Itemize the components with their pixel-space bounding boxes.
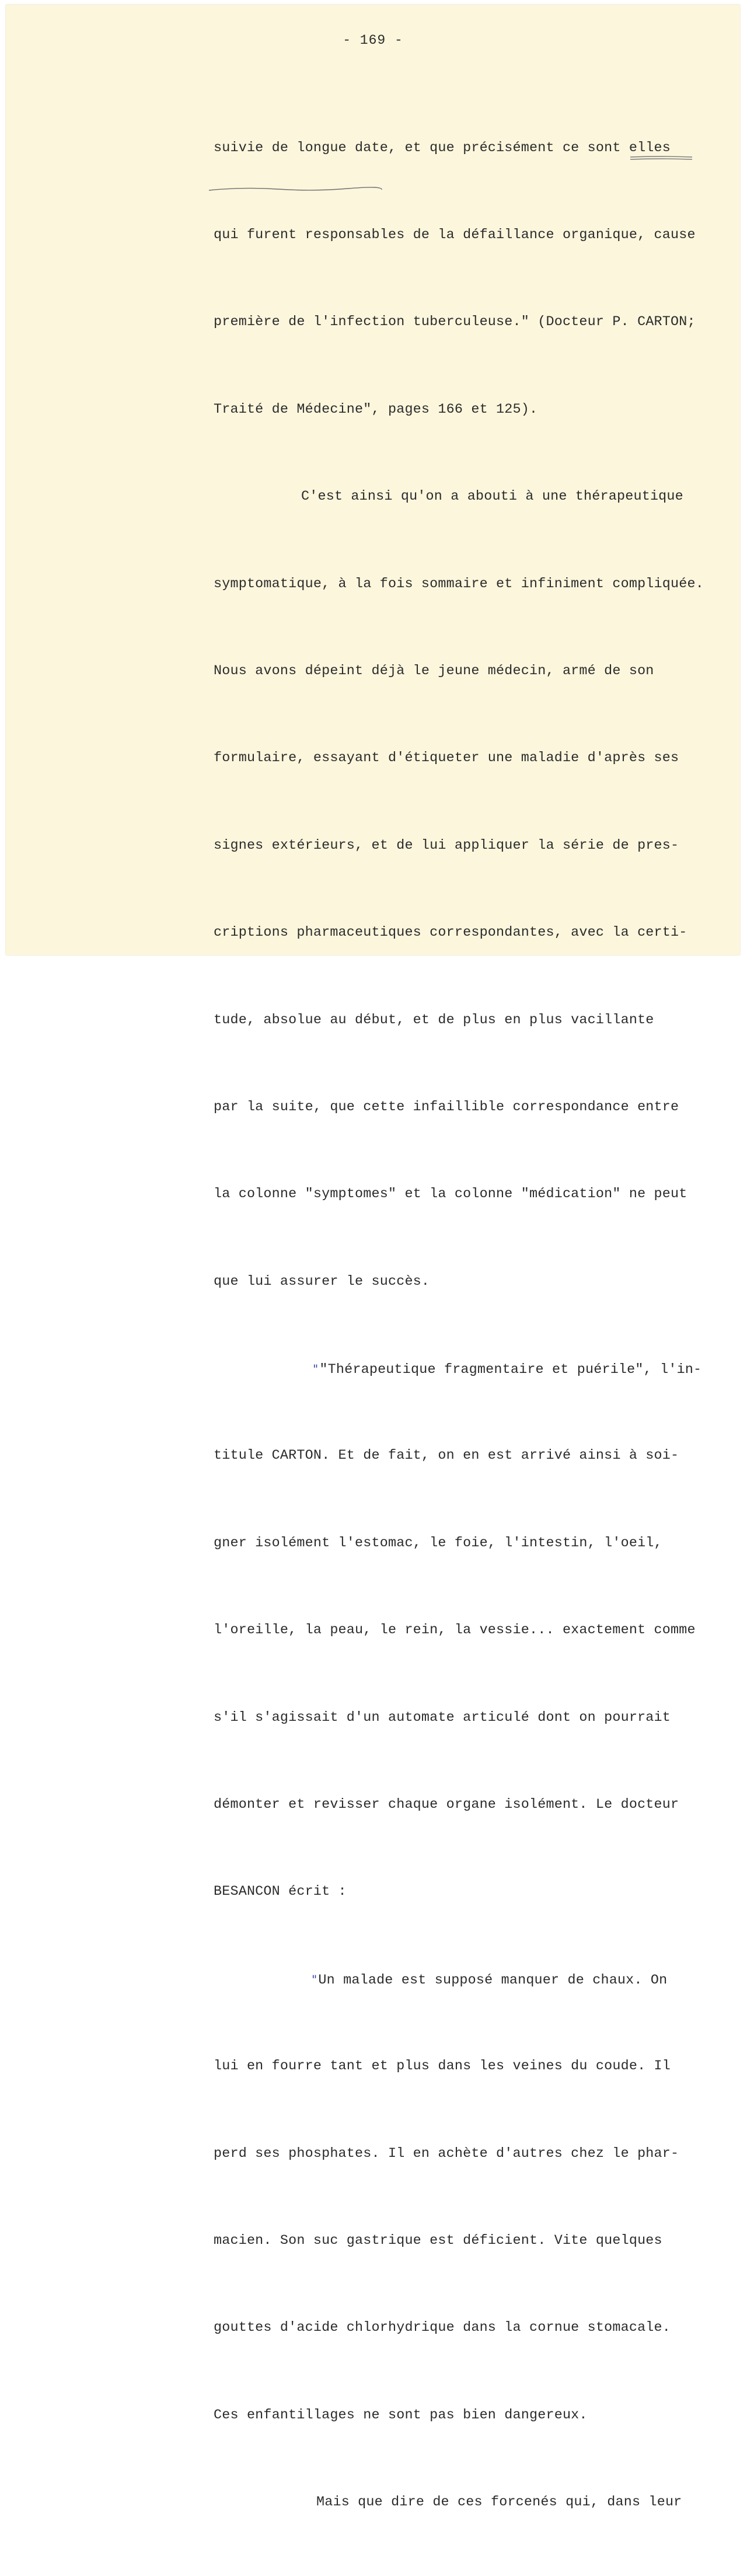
text-line: C'est ainsi qu'on a abouti à une thérapeutique xyxy=(301,489,683,505)
text-line: que lui assurer le succès. xyxy=(214,1274,430,1289)
text-line: BESANCON écrit : xyxy=(214,1884,347,1900)
handwritten-quote-mark: " xyxy=(313,1362,319,1376)
text-line: signes extérieurs, et de lui appliquer la série de pres- xyxy=(214,838,679,853)
page-number: - 169 - xyxy=(343,33,403,48)
text-line: première de l'infection tuberculeuse." (Docteur P. CARTON; xyxy=(214,315,696,330)
text-line: "Thérapeutique fragmentaire et puérile", l'in- xyxy=(319,1362,702,1378)
text-line: Un malade est supposé manquer de chaux. On xyxy=(318,1972,668,1988)
text-line-with-mark xyxy=(214,1355,727,1384)
handwritten-quote-mark: " xyxy=(312,1972,317,1986)
text-line: gouttes d'acide chlorhydrique dans la cornue stomacale. xyxy=(214,2320,671,2336)
text-line: perd ses phosphates. Il en achète d'autres chez le phar- xyxy=(214,2146,679,2162)
text-line: lui en fourre tant et plus dans les veines du coude. Il xyxy=(214,2059,671,2075)
text-line: titule CARTON. Et de fait, on en est arrivé ainsi à soi- xyxy=(214,1448,679,1464)
text-line: symptomatique, à la fois sommaire et infiniment compliquée. xyxy=(214,576,704,592)
text-line: suivie de longue date, et que précisément ce sont elles xyxy=(214,140,671,156)
text-line: Mais que dire de ces forcenés qui, dans leur xyxy=(316,2495,682,2511)
document-page xyxy=(6,5,740,2511)
text-line: tude, absolue au début, et de plus en plus vacillante xyxy=(214,1012,654,1028)
text-line: qui furent responsables de la défaillance organique, cause xyxy=(214,227,696,243)
text-line: macien. Son suc gastrique est déficient. Vite quelques xyxy=(214,2233,662,2249)
text-line: criptions pharmaceutiques correspondantes, avec la certi- xyxy=(214,925,687,941)
text-line: Traité de Médecine", pages 166 et 125). xyxy=(214,402,538,417)
body-text xyxy=(214,76,727,2576)
text-line: démonter et revisser chaque organe isolément. Le docteur xyxy=(214,1797,679,1813)
text-line: Nous avons dépeint déjà le jeune médecin, armé de son xyxy=(214,663,654,679)
text-line: la colonne "symptomes" et la colonne "médication" ne peut xyxy=(214,1187,687,1202)
text-line: par la suite, que cette infaillible correspondance entre xyxy=(214,1099,679,1115)
text-line: l'oreille, la peau, le rein, la vessie... exactement comme xyxy=(214,1623,696,1639)
text-line: Ces enfantillages ne sont pas bien dangereux. xyxy=(214,2407,588,2423)
text-line: s'il s'agissait d'un automate articulé dont on pourrait xyxy=(214,1710,671,1726)
text-line-with-mark xyxy=(214,1965,727,1995)
text-line: gner isolément l'estomac, le foie, l'intestin, l'oeil, xyxy=(214,1535,662,1551)
text-line: formulaire, essayant d'étiqueter une maladie d'après ses xyxy=(214,751,679,766)
